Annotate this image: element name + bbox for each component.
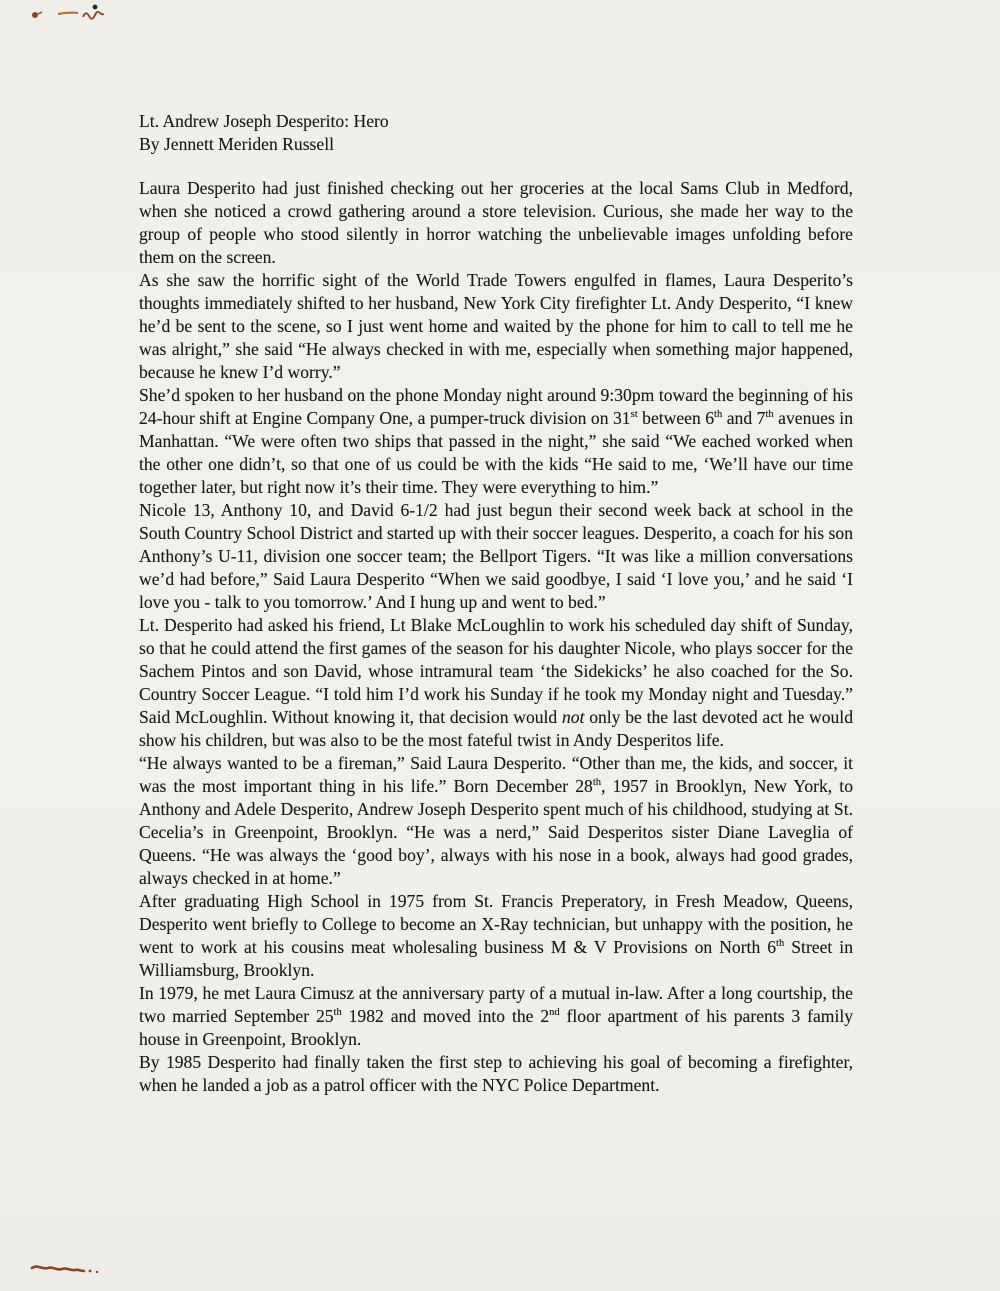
title-body-gap bbox=[139, 156, 853, 177]
paragraph: Lt. Desperito had asked his friend, Lt Blake McLoughlin to work his scheduled day shift of Sunday, so that he could attend the first games of the season for his daughter Nicole, who plays soccer for the Sachem Pintos and son David, whose intramural team ‘the Sidekicks’ he also coached for the So. Country Soccer League. “I told him I’d work his Sunday if he took my Monday night and Tuesday.” Said McLoughlin. Without knowing it, that decision would not only be the last devoted act he would show his children, but was also to be the most fateful twist in Andy Desperitos life. bbox=[139, 615, 853, 750]
paragraph: Nicole 13, Anthony 10, and David 6-1/2 had just begun their second week back at school in the South Country School District and started up with their soccer leagues. Desperito, a coach for his son Anthony’s U-11, division one soccer team; the Bellport Tigers. “It was like a million conversations we’d had before,” Said Laura Desperito “When we said goodbye, I said ‘I love you,’ and he said ‘I love you - talk to you tomorrow.’ And I hung up and went to bed.” bbox=[139, 500, 853, 612]
paragraph: After graduating High School in 1975 from St. Francis Preperatory, in Fresh Meadow, Queens, Desperito went briefly to College to become an X-Ray technician, but unhappy with the position, he went to work at his cousins meat wholesaling business M & V Provisions on North 6th Street in Williamsburg, Brooklyn. bbox=[139, 891, 853, 980]
pen-scribble-top-left bbox=[25, 2, 117, 24]
paragraph: In 1979, he met Laura Cimusz at the anniversary party of a mutual in-law. After a long courtship, the two married September 25th 1982 and moved into the 2nd floor apartment of his parents 3 family house in Greenpoint, Brooklyn. bbox=[139, 983, 854, 1049]
article bbox=[139, 110, 853, 1097]
paragraph: As she saw the horrific sight of the World Trade Towers engulfed in flames, Laura Desperito’s thoughts immediately shifted to her husband, New York City firefighter Lt. Andy Desperito, “I knew he’d be sent to the scene, so I just went home and waited by the phone for him to call to tell me he was alright,” she said “He always checked in with me, especially when something major happened, because he knew I’d worry.” bbox=[139, 270, 853, 382]
article-byline: By Jennett Meriden Russell bbox=[139, 134, 334, 154]
paragraph: “He always wanted to be a fireman,” Said Laura Desperito. “Other than me, the kids, and soccer, it was the most important thing in his life.” Born December 28th, 1957 in Brooklyn, New York, to Anthony and Adele Desperito, Andrew Joseph Desperito spent much of his childhood, studying at St. Cecelia’s in Greenpoint, Brooklyn. “He was a nerd,” Said Desperitos sister Diane Laveglia of Queens. “He was always the ‘good boy’, always with his nose in a book, always had good grades, always checked in at home.” bbox=[139, 753, 853, 888]
paragraph: She’d spoken to her husband on the phone Monday night around 9:30pm toward the beginning of his 24-hour shift at Engine Company One, a pumper-truck division on 31st between 6th and 7th avenues in Manhattan. “We were often two ships that passed in the night,” she said “We eached worked when the other one didn’t, so that one of us could be with the kids “He said to me, ‘We’ll have our time together later, but right now it’s their time. They were everything to him.” bbox=[139, 385, 853, 497]
article-body bbox=[139, 177, 853, 1097]
paragraph: Laura Desperito had just finished checking out her groceries at the local Sams Club in Medford, when she noticed a crowd gathering around a store television. Curious, she made her way to the group of people who stood silently in horror watching the unbelievable images unfolding before them on the screen. bbox=[139, 178, 853, 267]
paragraph: By 1985 Desperito had finally taken the first step to achieving his goal of becoming a firefighter, when he landed a job as a patrol officer with the NYC Police Department. bbox=[139, 1052, 853, 1095]
article-title: Lt. Andrew Joseph Desperito: Hero bbox=[139, 111, 389, 131]
pen-scribble-bottom-left bbox=[26, 1256, 126, 1280]
